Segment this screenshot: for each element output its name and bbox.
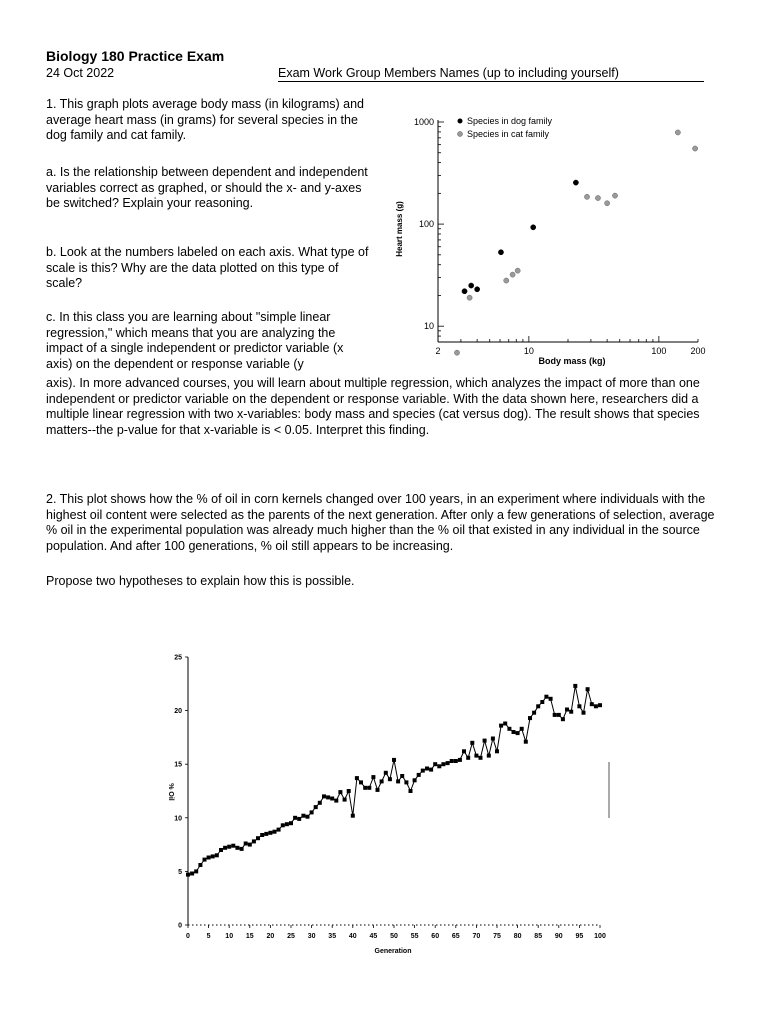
- oil-data-point: [215, 853, 219, 857]
- oil-data-point: [388, 777, 392, 781]
- oil-data-point: [586, 687, 590, 691]
- line-x-tick-label: 10: [225, 933, 234, 940]
- oil-data-point: [211, 854, 215, 858]
- oil-data-point: [260, 833, 264, 837]
- oil-data-point: [203, 858, 207, 862]
- line-x-tick-label: 90: [554, 933, 563, 940]
- oil-data-point: [598, 703, 602, 707]
- oil-data-point: [516, 731, 520, 735]
- oil-data-point: [594, 704, 598, 708]
- oil-data-point: [207, 856, 211, 860]
- scatter-x-tick-label: 100: [651, 346, 667, 356]
- oil-data-point: [363, 786, 367, 790]
- oil-data-point: [334, 799, 338, 803]
- line-x-tick-label: 75: [493, 933, 501, 940]
- oil-data-point: [441, 762, 445, 766]
- oil-data-point: [252, 839, 256, 843]
- scatter-x-axis-label: Body mass (kg): [538, 356, 606, 366]
- cat-species-point: [612, 193, 617, 198]
- line-y-tick-label: 20: [174, 708, 182, 716]
- cat-species-point: [515, 268, 520, 273]
- oil-data-point: [318, 801, 322, 805]
- line-x-tick-label: 85: [534, 933, 543, 940]
- oil-data-point: [400, 774, 404, 778]
- line-x-tick-label: 5: [206, 933, 211, 940]
- oil-data-point: [553, 713, 557, 717]
- oil-data-point: [417, 773, 421, 777]
- oil-data-point: [273, 830, 277, 834]
- cat-species-point: [693, 146, 698, 151]
- oil-data-point: [590, 702, 594, 706]
- oil-data-point: [347, 789, 351, 793]
- legend-dog-label: Species in dog family: [467, 116, 553, 126]
- oil-data-point: [536, 704, 540, 708]
- q1-part-c: c. In this class you are learning about "simple linear regression," which means that you are analyzing the impact of a single independent or predictor variable (x axis) on the dependent or response variable (y: [46, 310, 344, 371]
- oil-data-point: [392, 758, 396, 762]
- oil-data-point: [297, 817, 301, 821]
- line-x-tick-label: 50: [390, 933, 398, 940]
- oil-data-point: [194, 869, 198, 873]
- line-y-tick-label: 0: [178, 922, 182, 930]
- oil-data-point: [520, 727, 524, 731]
- oil-percent-line-chart: [160, 650, 620, 960]
- oil-data-point: [491, 737, 495, 741]
- scatter-x-tick-label: 2: [435, 346, 441, 356]
- oil-data-point: [549, 697, 553, 701]
- line-y-tick-label: 10: [174, 815, 182, 823]
- dog-species-point: [531, 225, 536, 230]
- q2-prompt: Propose two hypotheses to explain how this is possible.: [46, 574, 355, 588]
- scatter-points: [454, 130, 697, 355]
- line-x-tick-label: 15: [245, 933, 254, 940]
- oil-data-point: [235, 846, 239, 850]
- oil-data-point: [355, 776, 359, 780]
- oil-data-point: [462, 749, 466, 753]
- oil-data-point: [582, 711, 586, 715]
- line-y-axis-label: % Oil: [167, 783, 174, 801]
- oil-data-point: [437, 764, 441, 768]
- line-x-tick-label: 100: [594, 933, 606, 940]
- dog-species-point: [475, 287, 480, 292]
- oil-data-point: [483, 739, 487, 743]
- line-axes: [174, 655, 606, 941]
- oil-data-point: [310, 810, 314, 814]
- oil-data-point: [458, 758, 462, 762]
- oil-data-point: [532, 711, 536, 715]
- oil-data-point: [371, 775, 375, 779]
- legend-cat-label: Species in cat family: [467, 129, 550, 139]
- oil-data-point: [479, 756, 483, 760]
- oil-data-point: [264, 832, 268, 836]
- oil-data-point: [404, 780, 408, 784]
- oil-data-point: [474, 754, 478, 758]
- oil-data-point: [277, 828, 281, 832]
- oil-data-point: [231, 844, 235, 848]
- oil-data-point: [454, 759, 458, 763]
- cat-species-point: [595, 195, 600, 200]
- line-x-tick-label: 35: [328, 933, 337, 940]
- legend-dog-marker: [458, 119, 463, 124]
- cat-species-point: [454, 350, 459, 355]
- line-x-tick-label: 60: [431, 933, 440, 940]
- oil-data-point: [470, 741, 474, 745]
- oil-data-point: [293, 816, 297, 820]
- dog-species-point: [469, 283, 474, 288]
- dog-species-point: [573, 180, 578, 185]
- oil-data-point: [289, 821, 293, 825]
- oil-data-point: [359, 780, 363, 784]
- line-x-tick-label: 25: [287, 933, 295, 940]
- line-x-tick-label: 80: [513, 933, 522, 940]
- oil-data-point: [487, 754, 491, 758]
- scatter-x-tick-label: 200: [690, 346, 706, 356]
- legend-cat-marker: [458, 132, 463, 137]
- line-x-tick-label: 95: [575, 933, 584, 940]
- line-x-tick-label: 20: [266, 933, 275, 940]
- oil-data-point: [338, 790, 342, 794]
- line-x-axis-label: Generation: [374, 948, 412, 955]
- scatter-y-tick-label: 1000: [413, 117, 434, 127]
- oil-data-point: [573, 684, 577, 688]
- oil-data-point: [227, 845, 231, 849]
- q1-part-c-continued: axis). In more advanced courses, you will learn about multiple regression, which analyzes the impact of more than one independent or predictor variable on the dependent or response variable. With the data shown here, researchers did a multiple linear regression with two x-variables: body mass and species (cat versus dog). The result shows that species matters--the p-value for that x-variable is < 0.05. Interpret this finding.: [46, 376, 700, 437]
- oil-data-point: [540, 700, 544, 704]
- oil-data-point: [314, 805, 318, 809]
- line-x-tick-label: 0: [186, 933, 190, 940]
- oil-data-point: [495, 749, 499, 753]
- scatter-x-tick-label: 10: [523, 346, 534, 356]
- oil-data-point: [557, 713, 561, 717]
- oil-data-point: [322, 794, 326, 798]
- exam-title: Biology 180 Practice Exam: [46, 48, 225, 64]
- q2-text: 2. This plot shows how the % of oil in corn kernels changed over 100 years, in an experiment where individuals with the highest oil content were selected as the parents of the next generation. After only a few generations of selection, average % oil in the experimental population was already much higher than the % oil that existed in any individual in the source population. And after 100 generations, % oil still appears to be increasing.: [46, 492, 715, 553]
- oil-data-point: [466, 756, 470, 760]
- oil-data-point: [285, 822, 289, 826]
- oil-data-point: [256, 836, 260, 840]
- oil-data-point: [569, 710, 573, 714]
- oil-data-point: [198, 863, 202, 867]
- exam-date: 24 Oct 2022: [46, 66, 115, 80]
- scatter-axes: [414, 117, 706, 356]
- oil-data-point: [223, 846, 227, 850]
- oil-data-point: [503, 722, 507, 726]
- line-x-tick-label: 30: [307, 933, 316, 940]
- oil-data-point: [376, 788, 380, 792]
- line-x-tick-label: 65: [451, 933, 460, 940]
- oil-data-point: [565, 708, 569, 712]
- q1-part-b: b. Look at the numbers labeled on each axis. What type of scale is this? Why are the data plotted on this type of scale?: [46, 245, 369, 291]
- oil-data-point: [421, 769, 425, 773]
- oil-data-point: [330, 797, 334, 801]
- line-series: [186, 684, 602, 877]
- oil-data-point: [186, 873, 190, 877]
- scatter-legend: [458, 116, 553, 139]
- line-y-tick-label: 5: [178, 868, 182, 876]
- oil-data-point: [380, 779, 384, 783]
- oil-data-point: [409, 789, 413, 793]
- oil-data-point: [396, 779, 400, 783]
- oil-data-point: [446, 761, 450, 765]
- oil-data-point: [268, 831, 272, 835]
- members-label: Exam Work Group Members Names (up to including yourself): [278, 66, 619, 80]
- oil-data-point: [240, 847, 244, 851]
- oil-data-point: [507, 727, 511, 731]
- oil-data-point: [561, 717, 565, 721]
- oil-data-point: [512, 730, 516, 734]
- q1-part-a: a. Is the relationship between dependent and independent variables correct as graphed, or should the x- and y-axes be switched? Explain your reasoning.: [46, 165, 368, 211]
- line-y-tick-label: 15: [174, 761, 182, 769]
- oil-data-point: [343, 798, 347, 802]
- oil-data-point: [190, 872, 194, 876]
- line-x-tick-label: 55: [410, 933, 419, 940]
- oil-data-point: [351, 814, 355, 818]
- dog-species-point: [462, 289, 467, 294]
- cat-species-point: [605, 201, 610, 206]
- cat-species-point: [504, 278, 509, 283]
- oil-data-point: [306, 815, 310, 819]
- oil-data-point: [219, 848, 223, 852]
- scatter-y-tick-label: 10: [423, 321, 434, 332]
- oil-data-point: [384, 771, 388, 775]
- oil-data-point: [248, 843, 252, 847]
- oil-data-point: [367, 786, 371, 790]
- oil-data-point: [544, 695, 548, 699]
- oil-data-point: [413, 778, 417, 782]
- q1-intro: 1. This graph plots average body mass (in kilograms) and average heart mass (in grams) for several species in the dog family and cat family.: [46, 97, 364, 143]
- line-x-tick-label: 45: [369, 933, 378, 940]
- oil-data-point: [433, 762, 437, 766]
- scatter-y-axis-label: Heart mass (g): [395, 201, 404, 257]
- cat-species-point: [584, 194, 589, 199]
- dog-species-point: [498, 250, 503, 255]
- oil-data-point: [281, 823, 285, 827]
- oil-data-point: [244, 842, 248, 846]
- line-y-tick-label: 25: [174, 654, 182, 662]
- oil-data-point: [429, 768, 433, 772]
- members-underline: [278, 81, 704, 82]
- oil-data-point: [326, 795, 330, 799]
- cat-species-point: [675, 130, 680, 135]
- oil-data-point: [450, 759, 454, 763]
- oil-data-point: [524, 740, 528, 744]
- oil-data-point: [499, 724, 503, 728]
- line-x-tick-label: 40: [348, 933, 357, 940]
- cat-species-point: [467, 295, 472, 300]
- oil-data-point: [577, 704, 581, 708]
- oil-data-point: [528, 716, 532, 720]
- oil-data-point: [301, 814, 305, 818]
- scatter-y-tick-label: 100: [418, 219, 434, 230]
- cat-species-point: [510, 272, 515, 277]
- heart-mass-scatter-chart: [392, 106, 722, 368]
- oil-data-point: [425, 767, 429, 771]
- line-x-tick-label: 70: [472, 933, 481, 940]
